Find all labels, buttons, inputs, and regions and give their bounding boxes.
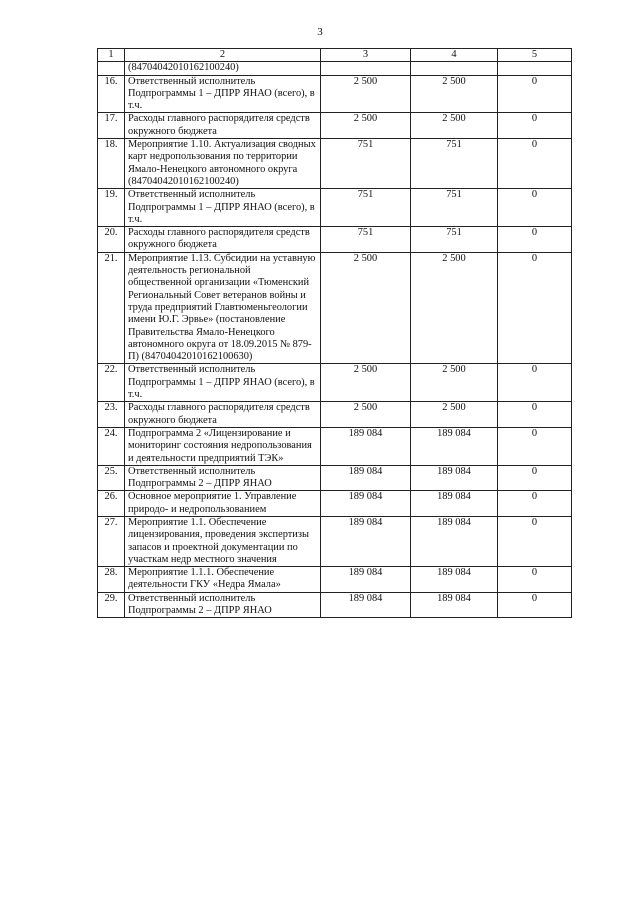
- table-row: [98, 227, 572, 253]
- row-value-col5: 0: [498, 592, 572, 618]
- row-value-col4: 2 500: [411, 75, 498, 113]
- row-value-col4: [411, 62, 498, 75]
- row-value-col4: 751: [411, 139, 498, 189]
- row-value-col3: 2 500: [321, 364, 411, 402]
- row-number: 17.: [98, 113, 125, 139]
- row-description: (84704042010162100240): [125, 62, 321, 75]
- row-value-col4: 2 500: [411, 113, 498, 139]
- row-value-col3: [321, 62, 411, 75]
- row-value-col5: 0: [498, 516, 572, 566]
- table-row: [98, 113, 572, 139]
- row-value-col5: 0: [498, 427, 572, 465]
- row-number: 28.: [98, 567, 125, 593]
- row-value-col5: 0: [498, 364, 572, 402]
- row-value-col4: 189 084: [411, 567, 498, 593]
- row-value-col3: 751: [321, 227, 411, 253]
- row-description: Расходы главного распорядителя средств окружного бюджета: [125, 227, 321, 253]
- row-number: 21.: [98, 252, 125, 364]
- row-value-col5: 0: [498, 113, 572, 139]
- row-value-col5: 0: [498, 189, 572, 227]
- table-row: [98, 567, 572, 593]
- row-number: 23.: [98, 402, 125, 428]
- table-row: [98, 592, 572, 618]
- row-description: Основное мероприятие 1. Управление природо- и недропользованием: [125, 491, 321, 517]
- row-value-col4: 189 084: [411, 427, 498, 465]
- row-number: [98, 62, 125, 75]
- row-number: 26.: [98, 491, 125, 517]
- row-number: 25.: [98, 465, 125, 491]
- row-value-col5: 0: [498, 252, 572, 364]
- table-row: [98, 75, 572, 113]
- row-value-col5: 0: [498, 491, 572, 517]
- column-header-5: 5: [498, 49, 572, 62]
- column-header-1: 1: [98, 49, 125, 62]
- row-number: 18.: [98, 139, 125, 189]
- table-row: [98, 465, 572, 491]
- row-description: Расходы главного распорядителя средств окружного бюджета: [125, 402, 321, 428]
- row-value-col4: 751: [411, 227, 498, 253]
- row-number: 20.: [98, 227, 125, 253]
- row-value-col3: 2 500: [321, 252, 411, 364]
- row-value-col3: 189 084: [321, 516, 411, 566]
- row-description: Ответственный исполнитель Подпрограммы 2 – ДПРР ЯНАО: [125, 592, 321, 618]
- row-value-col3: 2 500: [321, 402, 411, 428]
- row-description: Ответственный исполнитель Подпрограммы 1 – ДПРР ЯНАО (всего), в т.ч.: [125, 364, 321, 402]
- row-value-col3: 189 084: [321, 491, 411, 517]
- row-value-col3: 189 084: [321, 592, 411, 618]
- row-value-col5: 0: [498, 465, 572, 491]
- row-description: Ответственный исполнитель Подпрограммы 1 – ДПРР ЯНАО (всего), в т.ч.: [125, 189, 321, 227]
- column-header-3: 3: [321, 49, 411, 62]
- table-row: [98, 402, 572, 428]
- row-description: Ответственный исполнитель Подпрограммы 1 – ДПРР ЯНАО (всего), в т.ч.: [125, 75, 321, 113]
- row-value-col4: 189 084: [411, 491, 498, 517]
- row-value-col4: 751: [411, 189, 498, 227]
- table-row: [98, 364, 572, 402]
- row-value-col4: 2 500: [411, 364, 498, 402]
- row-value-col3: 2 500: [321, 75, 411, 113]
- row-value-col4: 189 084: [411, 592, 498, 618]
- row-value-col5: 0: [498, 75, 572, 113]
- row-value-col5: 0: [498, 402, 572, 428]
- row-number: 16.: [98, 75, 125, 113]
- row-value-col5: [498, 62, 572, 75]
- header-row: [98, 49, 572, 62]
- budget-table: [97, 48, 572, 618]
- row-number: 19.: [98, 189, 125, 227]
- row-description: Мероприятие 1.10. Актуализация сводных карт недропользования по территории Ямало-Ненецкого автономного округа (84704042010162100240): [125, 139, 321, 189]
- row-value-col3: 189 084: [321, 465, 411, 491]
- row-value-col4: 189 084: [411, 516, 498, 566]
- table-row: [98, 189, 572, 227]
- row-value-col4: 2 500: [411, 252, 498, 364]
- table-body: [98, 62, 572, 618]
- table-row: [98, 139, 572, 189]
- row-description: Подпрограмма 2 «Лицензирование и мониторинг состояния недропользования и деятельности предприятий ТЭК»: [125, 427, 321, 465]
- row-description: Мероприятие 1.1. Обеспечение лицензирования, проведения экспертизы запасов и проектной документации по участкам недр местного значения: [125, 516, 321, 566]
- row-value-col3: 189 084: [321, 427, 411, 465]
- row-description: Мероприятие 1.13. Субсидии на уставную деятельность региональной общественной организации «Тюменский Региональный Совет ветеранов войны и труда предприятий Главтюменьгеологии имени Ю.Г. Эрвье» (постановление Правительства Ямало-Ненецкого автономного округа от 18.09.2015 № 879-П) (84704042010162100630): [125, 252, 321, 364]
- row-value-col5: 0: [498, 139, 572, 189]
- page-number: 3: [317, 26, 323, 38]
- row-value-col3: 2 500: [321, 113, 411, 139]
- row-value-col3: 189 084: [321, 567, 411, 593]
- row-description: Мероприятие 1.1.1. Обеспечение деятельности ГКУ «Недра Ямала»: [125, 567, 321, 593]
- table-row: [98, 62, 572, 75]
- row-value-col5: 0: [498, 227, 572, 253]
- table-row: [98, 491, 572, 517]
- row-description: Ответственный исполнитель Подпрограммы 2 – ДПРР ЯНАО: [125, 465, 321, 491]
- row-number: 27.: [98, 516, 125, 566]
- table-row: [98, 252, 572, 364]
- row-value-col4: 189 084: [411, 465, 498, 491]
- row-value-col3: 751: [321, 189, 411, 227]
- row-number: 24.: [98, 427, 125, 465]
- column-header-4: 4: [411, 49, 498, 62]
- table-row: [98, 427, 572, 465]
- column-header-2: 2: [125, 49, 321, 62]
- row-description: Расходы главного распорядителя средств окружного бюджета: [125, 113, 321, 139]
- row-value-col4: 2 500: [411, 402, 498, 428]
- row-value-col3: 751: [321, 139, 411, 189]
- row-number: 22.: [98, 364, 125, 402]
- row-value-col5: 0: [498, 567, 572, 593]
- table-header: [98, 49, 572, 62]
- row-number: 29.: [98, 592, 125, 618]
- table-row: [98, 516, 572, 566]
